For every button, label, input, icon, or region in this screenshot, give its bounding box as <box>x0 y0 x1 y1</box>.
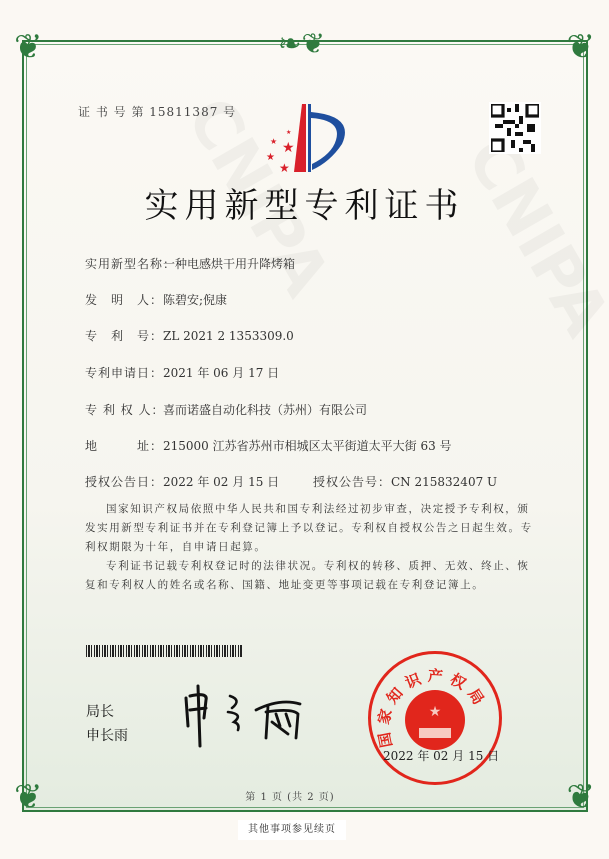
svg-text:★: ★ <box>282 140 295 156</box>
svg-text:★: ★ <box>279 161 290 174</box>
commissioner-name: 申长雨 <box>86 728 128 744</box>
field-label: 授权公告号： <box>313 475 392 489</box>
corner-ornament-icon: ❦ <box>566 27 595 67</box>
barcode <box>86 645 242 657</box>
page-number: 第 1 页 (共 2 页) <box>245 792 335 803</box>
field-grant-date <box>85 473 279 490</box>
svg-text:国家知识产权局: 国家知识产权局 <box>374 666 491 749</box>
field-value: 2021 年 06 月 17 日 <box>163 366 280 380</box>
field-announcement-number <box>313 473 497 490</box>
statement-paragraph: 专利证书记载专利权登记时的法律状况。专利权的转移、质押、无效、终止、恢复和专利权人的姓名或名称、国籍、地址变更等事项记载在专利登记簿上。 <box>85 560 530 591</box>
seal-date: 2022 年 02 月 15 日 <box>383 749 500 763</box>
field-patent-number <box>85 327 294 344</box>
field-label: 授权公告日： <box>85 475 164 489</box>
field-label: 专 利 号： <box>85 329 164 343</box>
field-value: ZL 2021 2 1353309.0 <box>163 329 294 343</box>
field-label: 实用新型名称： <box>85 257 177 271</box>
field-value: 陈碧安;倪康 <box>163 293 228 307</box>
svg-text:★: ★ <box>270 137 278 146</box>
field-value: 215000 江苏省苏州市相城区太平街道太平大街 63 号 <box>163 439 452 453</box>
continuation-note: 其他事项参见续页 <box>238 820 346 840</box>
field-label: 专利申请日： <box>85 366 164 380</box>
field-label: 发 明 人： <box>85 293 164 307</box>
certificate-number: 证 书 号 第 15811387 号 <box>78 105 237 119</box>
official-seal <box>368 651 502 785</box>
field-application-date <box>85 364 279 381</box>
field-value: 一种电感烘干用升降烤箱 <box>163 257 296 271</box>
svg-text:★: ★ <box>266 152 275 163</box>
svg-text:★: ★ <box>428 704 442 720</box>
field-value: 喜而诺盛自动化科技（苏州）有限公司 <box>163 403 368 417</box>
field-value: CN 215832407 U <box>391 475 498 489</box>
top-ornament-icon: ❧❦ <box>278 27 325 60</box>
field-patentee <box>85 401 367 418</box>
field-inventor <box>85 291 227 308</box>
commissioner-title: 局长 <box>86 704 114 720</box>
corner-ornament-icon: ❦ <box>14 27 43 67</box>
commissioner-signature <box>180 678 315 748</box>
certificate-statement <box>85 500 540 595</box>
svg-text:★: ★ <box>286 129 292 136</box>
field-address <box>85 437 452 454</box>
field-value: 2022 年 02 月 15 日 <box>163 475 280 489</box>
cnipa-logo-icon <box>260 104 355 174</box>
field-utility-model-name <box>85 255 295 272</box>
document-title: 实用新型专利证书 <box>144 186 465 226</box>
commissioner-block <box>86 700 128 748</box>
field-label: 地 址： <box>85 439 164 453</box>
statement-paragraph: 国家知识产权局依照中华人民共和国专利法经过初步审查，决定授予专利权，颁发实用新型专利证书并在专利登记簿上予以登记。专利权自授权公告之日起生效。专利权期限为十年，自申请日起算。 <box>85 503 533 553</box>
qr-code <box>489 102 541 154</box>
corner-ornament-icon: ❦ <box>14 777 43 817</box>
field-label: 专 利 权 人： <box>85 403 165 417</box>
corner-ornament-icon: ❦ <box>566 777 595 817</box>
